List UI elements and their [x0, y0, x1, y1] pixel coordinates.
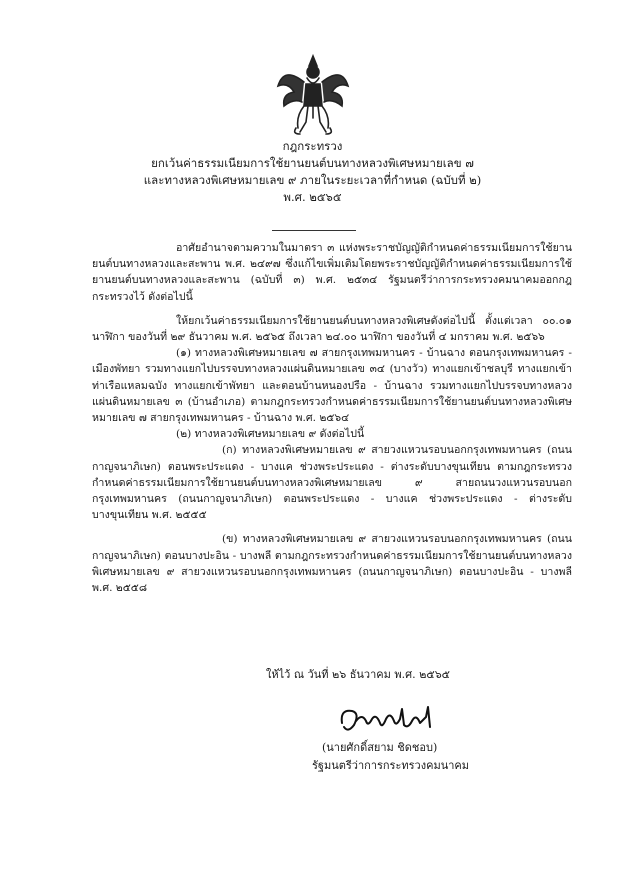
- clause-2b: (ข) ทางหลวงพิเศษหมายเลข ๙ สายวงแหวนรอบนอกกรุงเทพมหานคร (ถนนกาญจนาภิเษก) ตอนบางปะอิน - บางพลี ตามกฎกระทรวงกำหนดค่าธรรมเนียมการใช้ยานยนต์บนทางหลวงพิเศษหมายเลข ๙ สายวงแหวนรอบนอกกรุงเทพมหานคร (ถนนกาญจนาภิเษก) ตอนบางปะอิน - บางพลี พ.ศ. ๒๕๕๘: [92, 533, 572, 595]
- decree-title-block: [0, 138, 625, 206]
- intro-paragraph: ให้ยกเว้นค่าธรรมเนียมการใช้ยานยนต์บนทางหลวงพิเศษดังต่อไปนี้ ตั้งแต่เวลา ๐๐.๐๑ นาฬิกา ของวันที่ ๒๙ ธันวาคม พ.ศ. ๒๕๖๕ ถึงเวลา ๒๔.๐๐ นาฬิกา ของวันที่ ๔ มกราคม พ.ศ. ๒๕๖๖: [92, 314, 572, 344]
- clause-2a: (ก) ทางหลวงพิเศษหมายเลข ๙ สายวงแหวนรอบนอกกรุงเทพมหานคร (ถนนกาญจนาภิเษก) ตอนพระประแดง - บางแค ช่วงพระประแดง - ต่างระดับบางขุนเทียน ตามกฎกระทรวงกำหนดค่าธรรมเนียมการใช้ยานยนต์บนทางหลวงพิเศษหมายเลข ๙ สายถนนวงแหวนรอบนอกกรุงเทพมหานคร (ถนนกาญจนาภิเษก) ตอนพระประแดง - บางแค ช่วงพระประแดง - ต่างระดับบางขุนเทียน พ.ศ. ๒๕๕๕: [92, 444, 572, 522]
- clause-1: (๑) ทางหลวงพิเศษหมายเลข ๗ สายกรุงเทพมหานคร - บ้านฉาง ตอนกรุงเทพมหานคร - เมืองพัทยา รวมทางแยกไปบรรจบทางหลวงแผ่นดินหมายเลข ๓๔ (บางวัว) ทางแยกเข้าชลบุรี ทางแยกเข้าท่าเรือแหลมฉบัง ทางแยกเข้าพัทยา และตอนบ้านหนองปรือ - บ้านฉาง รวมทางแยกไปบรรจบทางหลวงแผ่นดินหมายเลข ๓ (บ้านอำเภอ) ตามกฎกระทรวงกำหนดค่าธรรมเนียมการใช้ยานยนต์บนทางหลวงพิเศษหมายเลข ๗ สายกรุงเทพมหานคร - บ้านฉาง พ.ศ. ๒๕๖๔: [92, 347, 572, 425]
- decree-body: [92, 240, 572, 596]
- decree-type: กฎกระทรวง: [282, 139, 343, 153]
- clause-2: (๒) ทางหลวงพิเศษหมายเลข ๙ ดังต่อไปนี้: [176, 428, 365, 441]
- handwritten-signature: [336, 699, 436, 739]
- decree-title-line-2: และทางหลวงพิเศษหมายเลข ๙ ภายในระยะเวลาที่กำหนด (ฉบับที่ ๒): [143, 173, 482, 187]
- garuda-emblem-icon: [274, 52, 352, 136]
- title-divider: [272, 230, 356, 231]
- signer-name: (นายศักดิ์สยาม ชิดชอบ): [322, 741, 438, 754]
- given-date: ให้ไว้ ณ วันที่ ๒๖ ธันวาคม พ.ศ. ๒๕๖๕: [266, 668, 451, 681]
- signer-title: รัฐมนตรีว่าการกระทรวงคมนาคม: [312, 759, 469, 772]
- decree-title-line-1: ยกเว้นค่าธรรมเนียมการใช้ยานยนต์บนทางหลวงพิเศษหมายเลข ๗: [151, 156, 474, 170]
- decree-year: พ.ศ. ๒๕๖๕: [283, 190, 342, 204]
- preamble-paragraph: อาศัยอำนาจตามความในมาตรา ๓ แห่งพระราชบัญญัติกำหนดค่าธรรมเนียมการใช้ยานยนต์บนทางหลวงและสะพาน พ.ศ. ๒๔๙๗ ซึ่งแก้ไขเพิ่มเติมโดยพระราชบัญญัติกำหนดค่าธรรมเนียมการใช้ยานยนต์บนทางหลวงและสะพาน (ฉบับที่ ๓) พ.ศ. ๒๕๓๔ รัฐมนตรีว่าการกระทรวงคมนาคมออกกฎกระทรวงไว้ ดังต่อไปนี้: [92, 242, 572, 303]
